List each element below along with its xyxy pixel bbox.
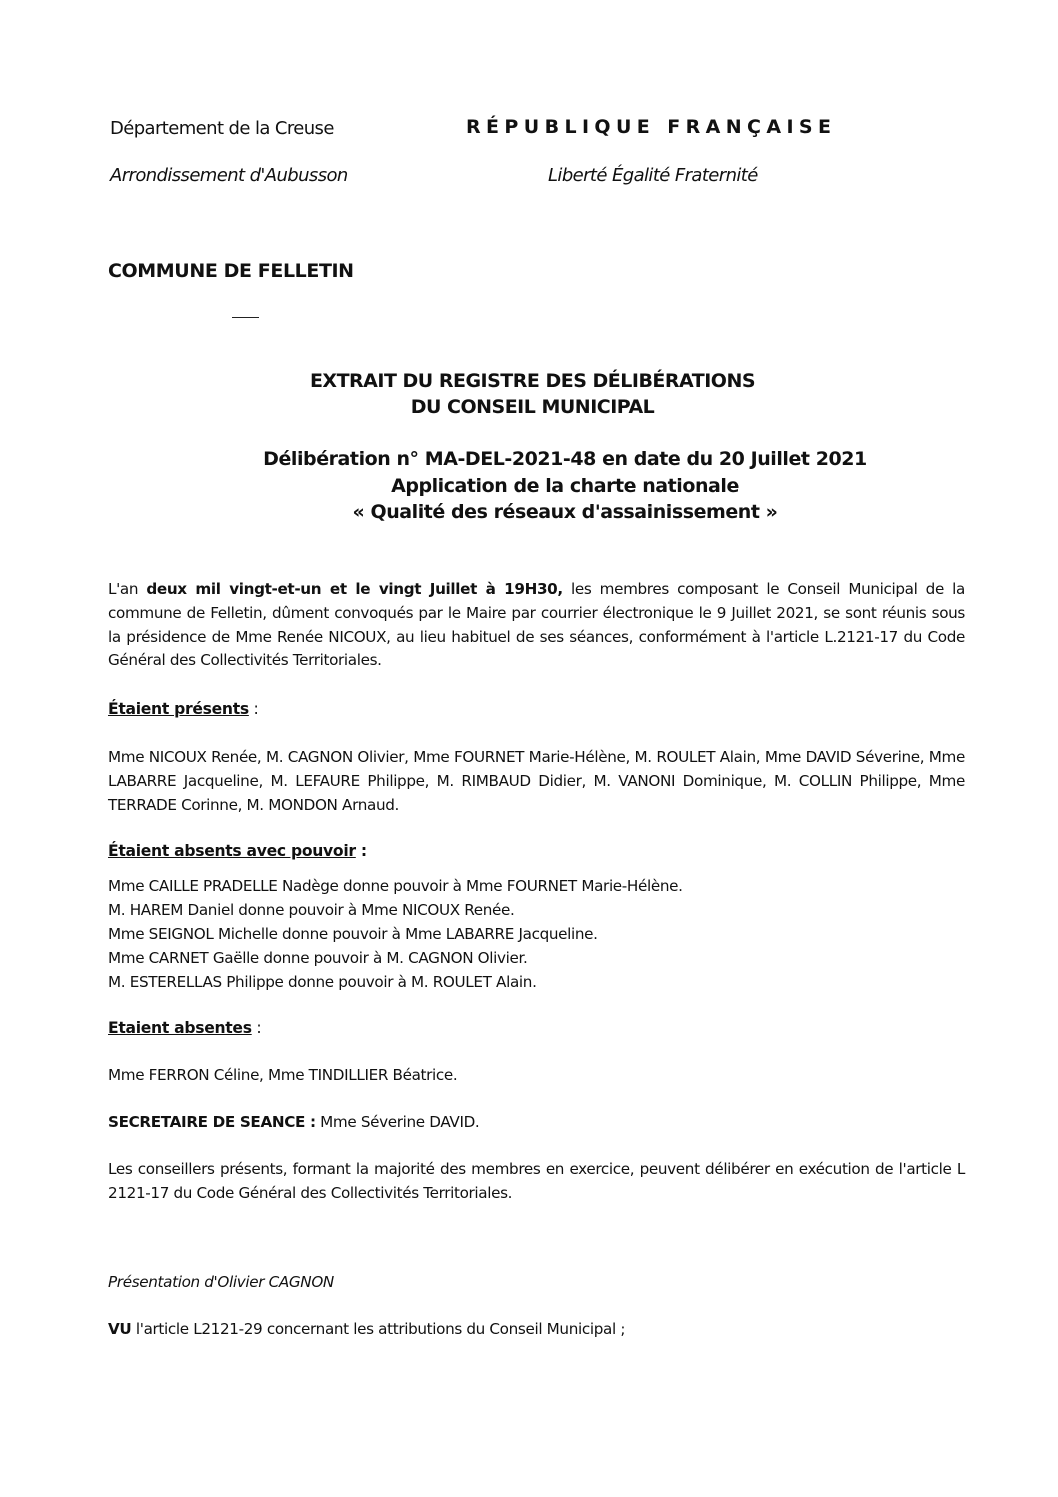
proxy-item: M. ESTERELLAS Philippe donne pouvoir à M. ROULET Alain. bbox=[108, 973, 537, 991]
present-members: Mme NICOUX Renée, M. CAGNON Olivier, Mme FOURNET Marie-Hélène, M. ROULET Alain, Mme DAVID Séverine, Mme LABARRE Jacqueline, M. LEFAURE Philippe, M. RIMBAUD Didier, M. VANONI Dominique, M. COLLIN Philippe, Mme TERRADE Corinne, M. MONDON Arnaud. bbox=[108, 748, 965, 814]
presentation-line: Présentation d'Olivier CAGNON bbox=[108, 1273, 334, 1291]
present-heading: Étaient présents : bbox=[108, 700, 259, 718]
deliberation-charter: « Qualité des réseaux d'assainissement » bbox=[352, 501, 778, 523]
deliberation-subject: Application de la charte nationale bbox=[391, 474, 739, 497]
vu-text: l'article L2121-29 concernant les attributions du Conseil Municipal ; bbox=[131, 1320, 626, 1338]
vu-label: VU bbox=[108, 1320, 132, 1338]
separator-dash bbox=[232, 317, 259, 318]
proxy-item: Mme CARNET Gaëlle donne pouvoir à M. CAGNON Olivier. bbox=[108, 949, 528, 967]
absent-heading: Etaient absentes : bbox=[108, 1019, 262, 1037]
register-title-line1: EXTRAIT DU REGISTRE DES DÉLIBÉRATIONS bbox=[309, 370, 756, 392]
commune-name: COMMUNE DE FELLETIN bbox=[108, 260, 354, 282]
secretary-name: Mme Séverine DAVID. bbox=[315, 1113, 480, 1131]
deliberation-heading bbox=[120, 446, 1010, 526]
secretary-label: SECRETAIRE DE SEANCE : bbox=[108, 1113, 316, 1131]
republic-motto: Liberté Égalité Fraternité bbox=[548, 165, 758, 186]
quorum-paragraph: Les conseillers présents, formant la majorité des membres en exercice, peuvent délibérer en exécution de l'article L 2121-17 du Code Général des Collectivités Territoriales. bbox=[108, 1160, 965, 1202]
intro-prefix: L'an bbox=[108, 580, 147, 598]
meeting-date: deux mil vingt-et-un et le vingt Juillet à 19H30, bbox=[146, 580, 563, 598]
register-title-line2: DU CONSEIL MUNICIPAL bbox=[410, 396, 655, 418]
arrondissement-name: Arrondissement d'Aubusson bbox=[110, 165, 348, 186]
intro-text: les membres composant le Conseil Municipal de la commune de Felletin, dûment convoqués par le Maire par courrier électronique le 9 Juillet 2021, se sont réunis sous la présidence de Mme Renée NICOUX, au lieu habituel de ses séances, conformément à l'article L.2121-17 du Code Général des Collectivités Territoriales. bbox=[108, 580, 965, 670]
vu-line bbox=[108, 1320, 625, 1338]
department-name: Département de la Creuse bbox=[110, 118, 334, 139]
proxy-item: M. HAREM Daniel donne pouvoir à Mme NICOUX Renée. bbox=[108, 901, 515, 919]
secretary-line bbox=[108, 1113, 479, 1131]
proxy-item: Mme CAILLE PRADELLE Nadège donne pouvoir à Mme FOURNET Marie-Hélène. bbox=[108, 877, 683, 895]
deliberation-number: Délibération n° MA-DEL-2021-48 en date du 20 Juillet 2021 bbox=[263, 448, 867, 470]
republic-heading: RÉPUBLIQUE FRANÇAISE bbox=[466, 116, 837, 138]
proxies-heading: Étaient absents avec pouvoir : bbox=[108, 842, 367, 860]
absent-members: Mme FERRON Céline, Mme TINDILLIER Béatrice. bbox=[108, 1066, 458, 1084]
proxy-item: Mme SEIGNOL Michelle donne pouvoir à Mme LABARRE Jacqueline. bbox=[108, 925, 598, 943]
intro-paragraph bbox=[108, 578, 965, 673]
